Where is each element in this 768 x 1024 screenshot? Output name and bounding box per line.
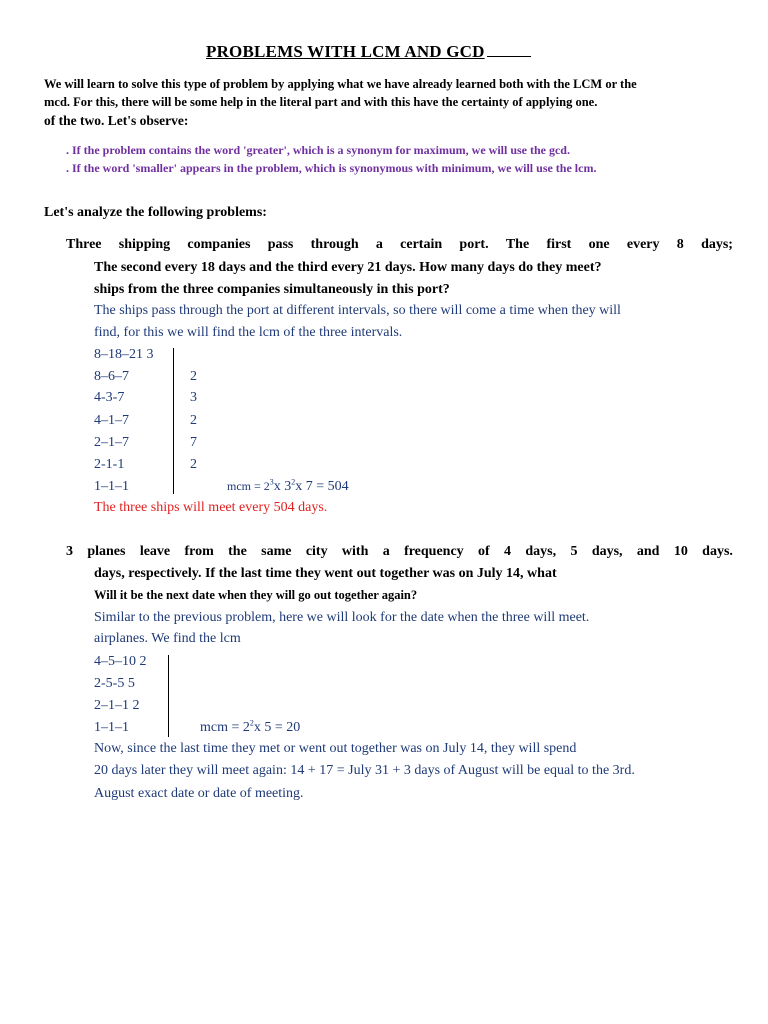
- rule-lcm: . If the word 'smaller' appears in the problem, which is synonymous with minimum, we will use the lcm.: [66, 161, 597, 175]
- problem1-answer: The three ships will meet every 504 days.: [94, 500, 328, 515]
- factor-row: 8–6–7: [94, 369, 129, 384]
- word: pass: [267, 237, 294, 252]
- word: first: [546, 237, 572, 252]
- word: through: [310, 237, 359, 252]
- divider-line: [173, 348, 174, 494]
- section-heading: Let's analyze the following problems:: [44, 205, 267, 220]
- page-title: PROBLEMS WITH LCM AND GCD: [206, 42, 531, 62]
- word: frequency: [404, 544, 464, 559]
- word: days,: [591, 544, 623, 559]
- problem2-conclusion-1: Now, since the last time they met or went out together was on July 14, they will spend: [94, 741, 577, 756]
- factor-row: 2-5-5 5: [94, 676, 135, 691]
- word: days;: [701, 237, 733, 252]
- factor-row: 8–18–21 3: [94, 347, 154, 362]
- problem1-mcm-result: mcm = $2^3x$ $3^2x$ 7 = 504: [227, 477, 349, 494]
- word: 8: [676, 237, 684, 252]
- factor-row: 4-3-7: [94, 390, 125, 405]
- word: same: [261, 544, 292, 559]
- intro-line-1: We will learn to solve this type of problem by applying what we have already learned both with the LCM or the: [44, 77, 637, 91]
- factor-row: 4–5–10 2: [94, 654, 147, 669]
- word: port.: [459, 237, 489, 252]
- word: with: [341, 544, 369, 559]
- word: a: [382, 544, 390, 559]
- problem2-explanation-1: Similar to the previous problem, here we will look for the date when the three will meet.: [94, 610, 590, 625]
- problem2-conclusion-2: 20 days later they will meet again: 14 + 17 = July 31 + 3 days of August will be equal to the 3rd.: [94, 763, 635, 778]
- word: one: [588, 237, 610, 252]
- problem2-line-2: days, respectively. If the last time they went out together was on July 14, what: [94, 566, 557, 581]
- problem2-explanation-2: airplanes. We find the lcm: [94, 631, 241, 646]
- problem2-line-1: [66, 544, 733, 560]
- factor-value: 2: [190, 369, 197, 384]
- word: days,: [525, 544, 557, 559]
- word: shipping: [118, 237, 171, 252]
- factor-row: 2-1-1: [94, 457, 125, 472]
- factor-value: 2: [190, 413, 197, 428]
- word: and: [636, 544, 660, 559]
- divider-line: [168, 655, 169, 737]
- problem1-explanation-2: find, for this we will find the lcm of the three intervals.: [94, 325, 403, 340]
- word: of: [478, 544, 490, 559]
- word: companies: [187, 237, 251, 252]
- word: the: [228, 544, 247, 559]
- problem1-explanation-1: The ships pass through the port at different intervals, so there will come a time when they will: [94, 303, 621, 318]
- factor-value: 3: [190, 390, 197, 405]
- factor-value: 2: [190, 457, 197, 472]
- word: a: [375, 237, 383, 252]
- problem1-line-1: [66, 237, 733, 253]
- word: 5: [570, 544, 578, 559]
- problem2-mcm-result: mcm = $2^2x$ 5 = 20: [200, 718, 301, 735]
- word: every: [626, 237, 660, 252]
- factor-row: 4–1–7: [94, 413, 129, 428]
- intro-line-3: of the two. Let's observe:: [44, 113, 189, 128]
- problem1-line-3: ships from the three companies simultaneously in this port?: [94, 282, 450, 297]
- problem2-conclusion-3: August exact date or date of meeting.: [94, 786, 304, 801]
- intro-line-2: mcd. For this, there will be some help in the literal part and with this have the certainty of applying one.: [44, 95, 598, 109]
- factor-row: 1–1–1: [94, 720, 129, 735]
- rule-gcd: . If the problem contains the word 'greater', which is a synonym for maximum, we will use the gcd.: [66, 143, 570, 157]
- word: days.: [702, 544, 733, 559]
- factor-row: 2–1–1 2: [94, 698, 140, 713]
- factor-value: 7: [190, 435, 197, 450]
- factor-row: 1–1–1: [94, 479, 129, 494]
- word: certain: [400, 237, 443, 252]
- problem1-line-2: The second every 18 days and the third every 21 days. How many days do they meet?: [94, 260, 602, 275]
- word: leave: [139, 544, 171, 559]
- word: The: [505, 237, 530, 252]
- word: 10: [673, 544, 688, 559]
- word: Three: [66, 237, 102, 252]
- word: planes: [87, 544, 126, 559]
- word: from: [184, 544, 214, 559]
- factor-row: 2–1–7: [94, 435, 129, 450]
- word: 4: [504, 544, 512, 559]
- word: 3: [66, 544, 73, 559]
- word: city: [305, 544, 328, 559]
- problem2-line-3: Will it be the next date when they will go out together again?: [94, 588, 418, 602]
